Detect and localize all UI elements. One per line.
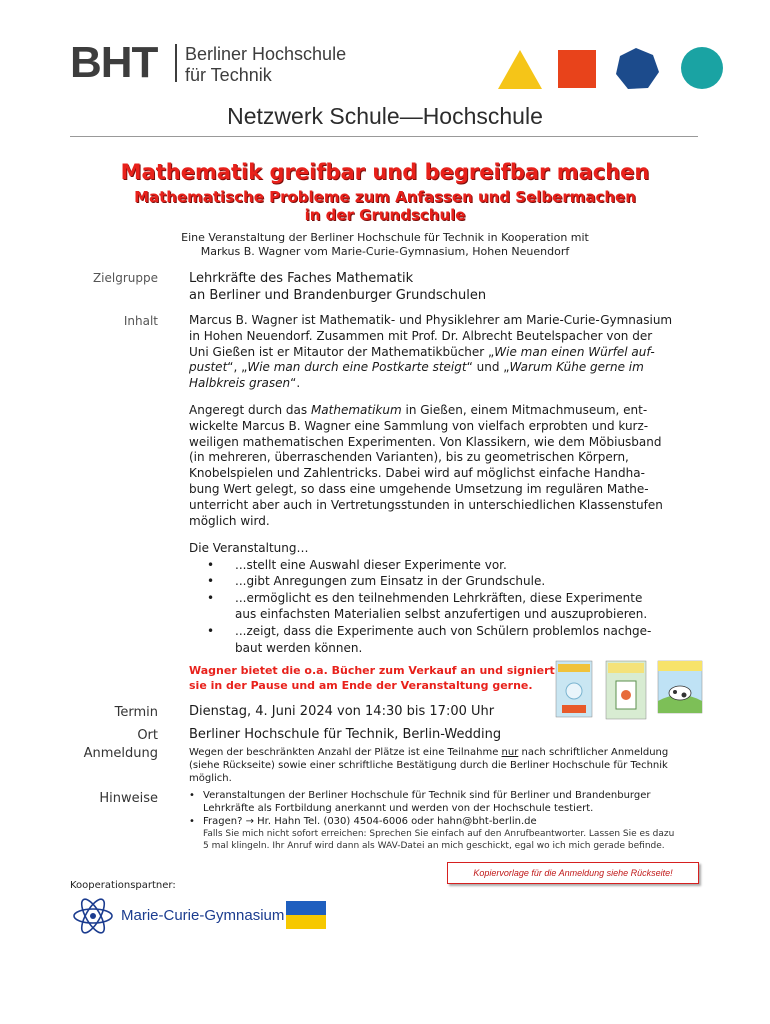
- text-line: [189, 345, 709, 361]
- geometric-shapes-logo: [496, 46, 726, 94]
- partner-school-name: Marie-Curie-Gymnasium: [121, 907, 285, 924]
- text-span: Uni Gießen ist er Mitautor der Mathematikbücher „: [189, 344, 495, 359]
- bht-logo-text: [185, 44, 346, 86]
- text-line: Veranstaltungen der Berliner Hochschule für Technik sind für Berliner und Brandenburger: [203, 790, 651, 801]
- text-span: Wegen der beschränkten Anzahl der Plätze ist eine Teilnahme: [189, 747, 502, 758]
- inhalt-paragraph-2: [189, 403, 709, 529]
- logo-line-1: Berliner Hochschule: [185, 44, 347, 64]
- text-line: (in mehreren, überraschenden Varianten), bis zu geometrischen Körpern,: [189, 450, 629, 465]
- small-note-line-2: 5 mal klingeln. Ihr Anruf wird dann als WAV-Datei an mich geschickt, egal wo ich mich gerade befinde.: [203, 841, 665, 851]
- note-line-2: sie in der Pause und am Ende der Veranstaltung gerne.: [189, 679, 533, 692]
- book-title-3: Warum Kühe gerne im: [509, 360, 644, 375]
- bht-logo-mark: BHT: [70, 38, 158, 87]
- text-line: unterricht aber auch in Vertretungsstunden in unterschiedlichen Klassenstufen: [189, 497, 663, 512]
- underlined-word: nur: [501, 747, 519, 758]
- text-line: wickelte Marcus B. Wagner eine Sammlung von vielfach erprobten und kurz-: [189, 418, 649, 433]
- book-sale-note: [189, 663, 559, 693]
- text-line: Marcus B. Wagner ist Mathematik- und Physiklehrer am Marie-Curie-Gymnasium: [189, 313, 673, 327]
- bullet-line: ...gibt Anregungen zum Einsatz in der Grundschule.: [235, 574, 546, 589]
- inhalt-paragraph-3: [189, 540, 709, 656]
- yellow-triangle-icon: [498, 50, 542, 89]
- text-line: in Hohen Neuendorf. Zusammen mit Prof. Dr. Albrecht Beutelspacher von der: [189, 328, 653, 343]
- partner-label: Kooperationspartner:: [70, 880, 176, 891]
- text-span: Angeregt durch das: [189, 403, 311, 417]
- red-square-icon: [558, 50, 596, 88]
- book-title-1: Wie man einen Würfel auf-: [494, 344, 655, 359]
- book-title-3-cont: Halbkreis grasen: [189, 376, 291, 391]
- text-line: Knobelspielen und Zahlentricks. Dabei wird auf möglichst einfache Handha-: [189, 466, 645, 481]
- bullet-icon: •: [207, 557, 215, 572]
- teal-circle-icon: [681, 47, 723, 89]
- text-line: möglich.: [189, 773, 232, 784]
- bullet-icon: •: [207, 574, 215, 589]
- bullet-line: ...stellt eine Auswahl dieser Experimente vor.: [235, 557, 507, 572]
- text-span: “ und „: [466, 360, 510, 375]
- list-item: [189, 573, 709, 590]
- text-line: (siehe Rückseite) sowie einer schriftliche Bestätigung durch die Berliner Hochschule für Technik: [189, 760, 668, 771]
- logo-line-2: für Technik: [185, 65, 272, 85]
- list-item: [189, 557, 709, 574]
- bullets-intro: Die Veranstaltung…: [189, 541, 309, 555]
- event-subheadline-1: Mathematische Probleme zum Anfassen und Selbermachen: [134, 188, 636, 206]
- list-item: [189, 623, 709, 656]
- small-note-line-1: Falls Sie mich nicht sofort erreichen: Sprechen Sie einfach auf den Anrufbeantworter. Lassen Sie es dazu: [203, 829, 675, 839]
- bullet-list: [189, 557, 709, 657]
- blue-hexagon-icon: [616, 48, 659, 89]
- text-span: “.: [290, 376, 301, 391]
- bullet-icon: •: [207, 590, 215, 605]
- contact-line: Fragen? → Hr. Hahn Tel. (030) 4504-6006 oder hahn@bht-berlin.de: [203, 816, 537, 827]
- list-item: [189, 815, 709, 828]
- label-hinweise: Hinweise: [99, 791, 158, 806]
- bullet-icon: •: [189, 790, 195, 801]
- anmeldung-text: [189, 746, 709, 785]
- note-line-1: Wagner bietet die o.a. Bücher zum Verkauf an und signiert: [189, 664, 555, 677]
- atom-icon: [72, 895, 114, 937]
- book-cover-1: [556, 661, 592, 717]
- page-title: Netzwerk Schule—Hochschule: [227, 103, 543, 129]
- bullet-line: aus einfachsten Materialien selbst anzufertigen und auszuprobieren.: [235, 607, 648, 622]
- text-line: weiligen mathematischen Experimenten. Von Klassikern, wie dem Möbiusband: [189, 434, 662, 449]
- book-title-1-cont: pustet: [189, 360, 228, 375]
- bullet-line: ...zeigt, dass die Experimente auch von Schülern problemlos nachge-: [235, 623, 652, 638]
- bullet-line: baut werden können.: [235, 640, 363, 655]
- text-line: [189, 403, 709, 419]
- label-ort: Ort: [137, 728, 158, 743]
- termin-value: Dienstag, 4. Juni 2024 von 14:30 bis 17:00 Uhr: [189, 704, 495, 719]
- label-zielgruppe: Zielgruppe: [92, 271, 158, 285]
- ort-value: Berliner Hochschule für Technik, Berlin-Wedding: [189, 727, 502, 742]
- book-cover-3: [658, 661, 702, 713]
- book-cover-2: [606, 661, 646, 719]
- event-subheadline-2: in der Grundschule: [304, 206, 466, 224]
- list-item: [189, 789, 709, 815]
- label-anmeldung: Anmeldung: [83, 746, 158, 761]
- inhalt-paragraph-1: [189, 313, 709, 392]
- book-covers: [554, 659, 704, 721]
- zielgruppe-line-2: an Berliner und Brandenburger Grundschulen: [189, 288, 487, 303]
- bullet-line: ...ermöglicht es den teilnehmenden Lehrkräften, diese Experimente: [235, 590, 643, 605]
- zielgruppe-text: [189, 270, 709, 304]
- museum-name: Mathematikum: [310, 403, 402, 417]
- text-span: “, „: [227, 360, 248, 375]
- text-line: Lehrkräfte als Fortbildung anerkannt und werden von der Hochschule testiert.: [203, 803, 594, 814]
- text-span: in Gießen, einem Mitmachmuseum, ent-: [401, 403, 648, 417]
- text-line: [189, 360, 709, 376]
- label-termin: Termin: [114, 705, 158, 720]
- copy-template-note: Kopiervorlage für die Anmeldung siehe Rückseite!: [447, 862, 699, 884]
- ukraine-flag-icon: [286, 901, 326, 929]
- list-item: [189, 590, 709, 623]
- text-line: [189, 376, 709, 392]
- event-intro-line-1: Eine Veranstaltung der Berliner Hochschule für Technik in Kooperation mit: [181, 231, 589, 244]
- text-line: möglich wird.: [189, 513, 270, 528]
- bullet-icon: •: [207, 623, 215, 638]
- hinweise-text: [189, 789, 709, 852]
- bullet-icon: •: [189, 816, 195, 827]
- book-title-2: Wie man durch eine Postkarte steigt: [247, 360, 467, 375]
- event-intro-line-2: Markus B. Wagner vom Marie-Curie-Gymnasium, Hohen Neuendorf: [200, 245, 570, 258]
- text-span: nach schriftlicher Anmeldung: [518, 747, 669, 758]
- label-inhalt: Inhalt: [123, 314, 158, 328]
- logo-separator: [175, 44, 177, 82]
- title-divider: [70, 136, 698, 137]
- event-headline: Mathematik greifbar und begreifbar machen: [120, 160, 650, 184]
- text-line: bung Wert gelegt, so dass eine umgehende Umsetzung im regulären Mathe-: [189, 481, 649, 496]
- zielgruppe-line-1: Lehrkräfte des Faches Mathematik: [189, 271, 414, 286]
- text-line: [189, 746, 709, 759]
